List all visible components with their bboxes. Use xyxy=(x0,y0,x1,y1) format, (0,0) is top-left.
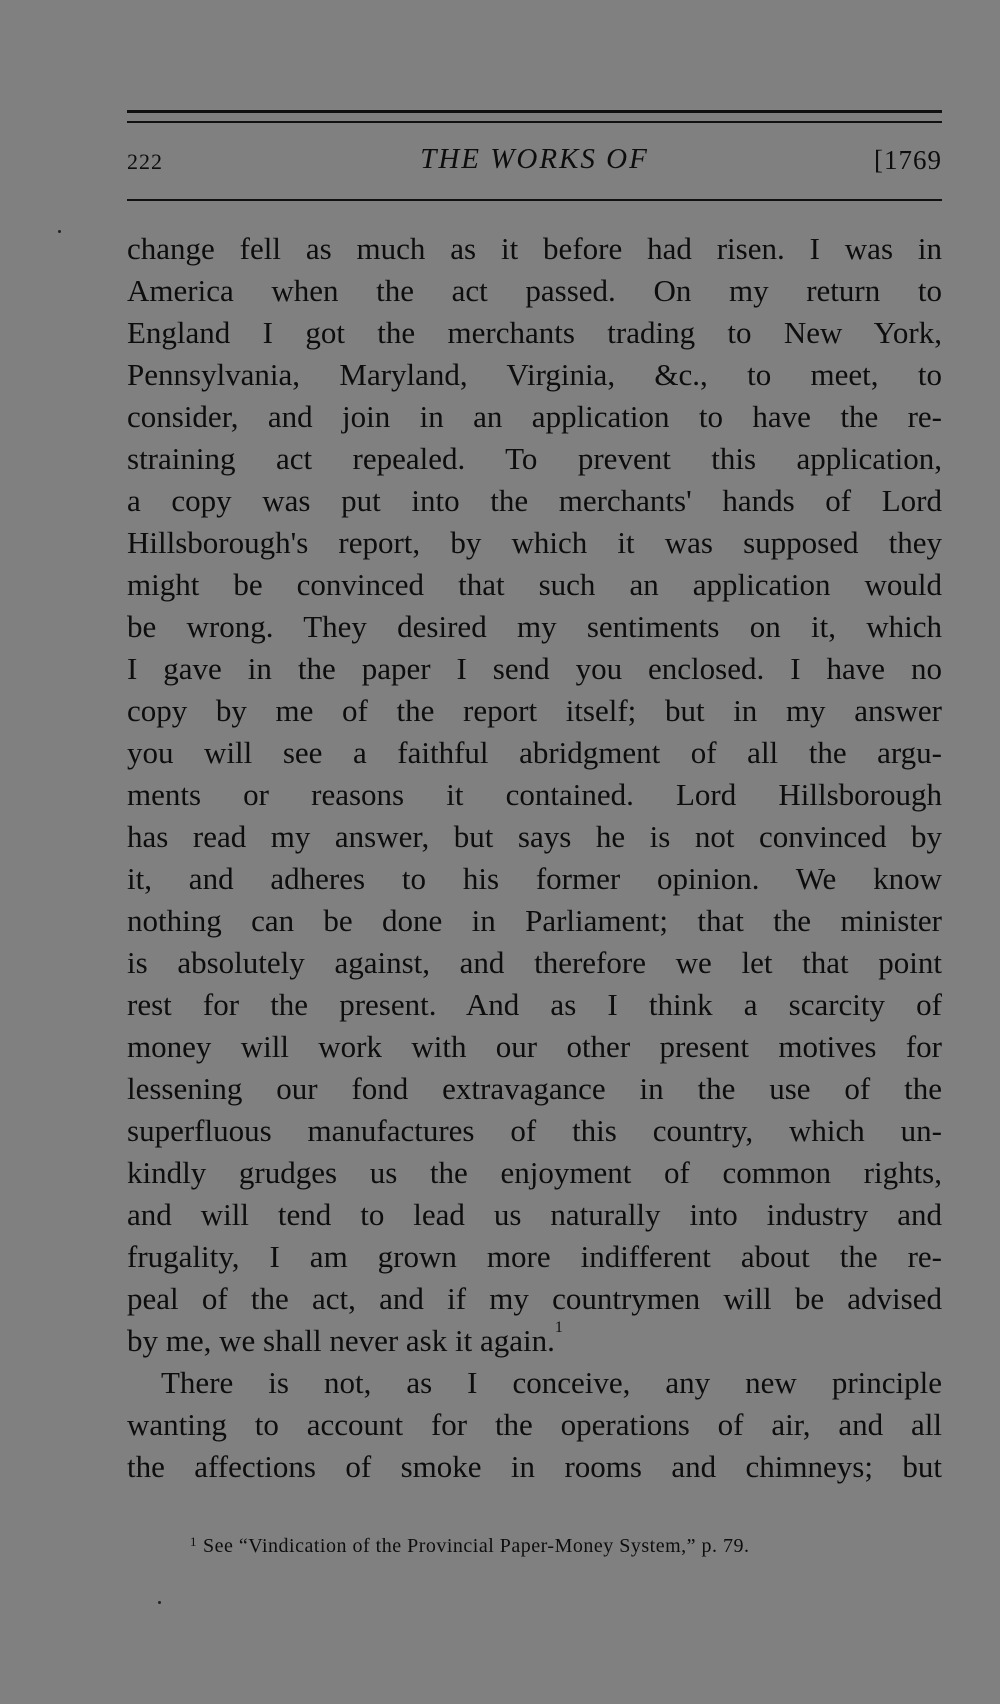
text-line: be wrong. They desired my sentiments on it, which xyxy=(127,609,942,644)
text-line: you will see a faithful abridgment of all the argu- xyxy=(127,735,942,770)
text-line: lessening our fond extravagance in the use of the xyxy=(127,1071,942,1106)
text-line: consider, and join in an application to have the re- xyxy=(127,399,942,434)
text-line: has read my answer, but says he is not convinced by xyxy=(127,819,942,854)
page-year: [1769 xyxy=(874,145,942,175)
page-number: 222 xyxy=(127,149,163,174)
text-line: England I got the merchants trading to New York, xyxy=(127,315,942,350)
text-line: money will work with our other present motives for xyxy=(127,1029,942,1064)
text-line: peal of the act, and if my countrymen will be advised xyxy=(127,1281,942,1316)
text-line: is absolutely against, and therefore we let that point xyxy=(127,945,942,980)
header-rule-below xyxy=(127,199,942,201)
scan-speck xyxy=(158,1601,161,1604)
text-line: ments or reasons it contained. Lord Hillsborough xyxy=(127,777,942,812)
body-text xyxy=(127,228,942,1488)
text-line: Pennsylvania, Maryland, Virginia, &c., to meet, to xyxy=(127,357,942,392)
running-head xyxy=(127,143,942,179)
text-line: superfluous manufactures of this country, which un- xyxy=(127,1113,942,1148)
running-title: THE WORKS OF xyxy=(420,143,649,175)
footnote-text: See “Vindication of the Provincial Paper-Money System,” p. 79. xyxy=(203,1535,750,1557)
text-line: change fell as much as it before had risen. I was in xyxy=(127,231,942,266)
text-line: America when the act passed. On my return to xyxy=(127,273,942,308)
text-line: a copy was put into the merchants' hands of Lord xyxy=(127,483,942,518)
footnote-reference: 1 xyxy=(554,1320,563,1336)
text-line: nothing can be done in Parliament; that the minister xyxy=(127,903,942,938)
text-line-content: by me, we shall never ask it again. xyxy=(127,1323,555,1358)
paragraph-end-line xyxy=(127,1320,942,1362)
text-line: rest for the present. And as I think a scarcity of xyxy=(127,987,942,1022)
text-line: copy by me of the report itself; but in my answer xyxy=(127,693,942,728)
footnote-marker: 1 xyxy=(190,1534,197,1549)
text-line: it, and adheres to his former opinion. We know xyxy=(127,861,942,896)
paragraph-start-line: There is not, as I conceive, any new principle xyxy=(161,1365,942,1400)
text-line: and will tend to lead us naturally into industry and xyxy=(127,1197,942,1232)
text-line: wanting to account for the operations of air, and all xyxy=(127,1407,942,1442)
text-line: might be convinced that such an application would xyxy=(127,567,942,602)
text-line: I gave in the paper I send you enclosed. I have no xyxy=(127,651,942,686)
scan-speck xyxy=(58,230,61,233)
text-line: frugality, I am grown more indifferent about the re- xyxy=(127,1239,942,1274)
text-line: kindly grudges us the enjoyment of common rights, xyxy=(127,1155,942,1190)
header-rule-thin xyxy=(127,121,942,123)
footnote xyxy=(190,1535,910,1558)
text-line: Hillsborough's report, by which it was supposed they xyxy=(127,525,942,560)
header-rule-thick xyxy=(127,110,942,113)
text-line: the affections of smoke in rooms and chimneys; but xyxy=(127,1449,942,1484)
text-line: straining act repealed. To prevent this application, xyxy=(127,441,942,476)
